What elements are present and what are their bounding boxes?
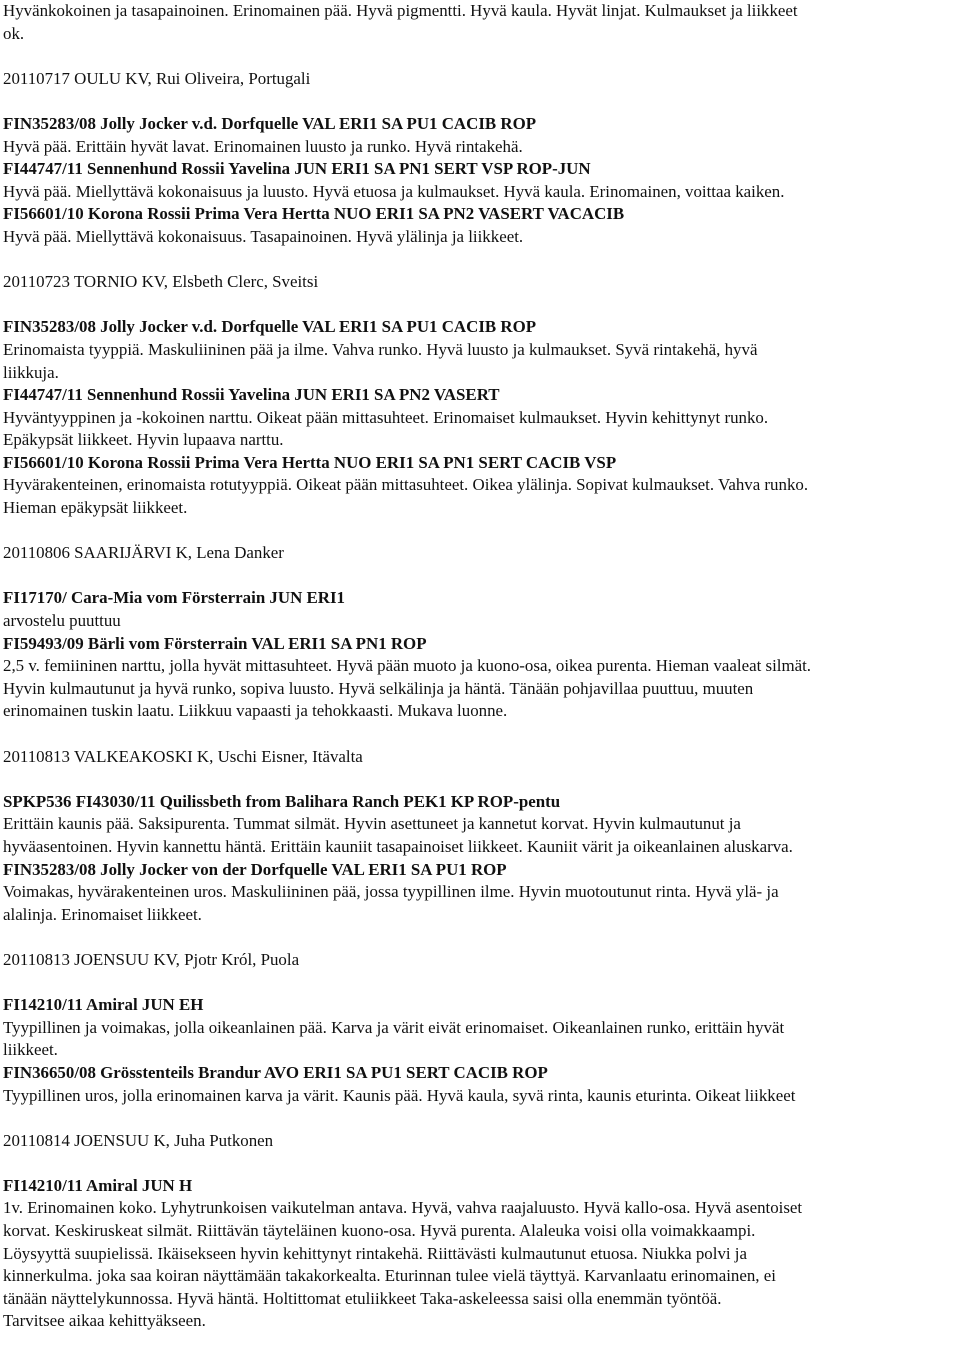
paragraph-gap: [3, 520, 953, 543]
show-section-joensuu-kv: [3, 949, 953, 1107]
dog-entry-title: FIN35283/08 Jolly Jocker von der Dorfquelle VAL ERI1 SA PU1 ROP: [3, 859, 507, 879]
critique-line: tänään näyttelykunnossa. Hyvä häntä. Holtittomat etuliikkeet Taka-askeleessa saisi olla enemmän työntöä.: [3, 1288, 722, 1308]
critique-line: liikkeet.: [3, 1040, 58, 1060]
critique-line: Löysyyttä suupielissä. Ikäisekseen hyvin kehittynyt rintakehä. Riittävästi kulmautunut etuosa. Niukka polvi ja: [3, 1243, 747, 1263]
paragraph-gap: [3, 1152, 953, 1175]
paragraph-gap: [3, 249, 953, 272]
dog-entry-title: FIN35283/08 Jolly Jocker v.d. Dorfquelle VAL ERI1 SA PU1 CACIB ROP: [3, 317, 537, 337]
dog-entry-title: FI44747/11 Sennenhund Rossii Yavelina JUN ERI1 SA PN1 SERT VSP ROP-JUN: [3, 159, 591, 179]
paragraph-gap: [3, 90, 953, 113]
critique-line: kinnerkulma. joka saa koiran näyttämään takakorkealta. Eturinnan tulee vielä täyttyä. Karvanlaatu erinomainen, ei: [3, 1266, 776, 1286]
critique-line: alalinja. Erinomaiset liikkeet.: [3, 904, 202, 924]
critique-line: erinomainen tuskin laatu. Liikkuu vapaasti ja tehokkaasti. Mukava luonne.: [3, 701, 508, 721]
paragraph-gap: [3, 972, 953, 995]
critique-line: hyväasentoinen. Hyvin kannettu häntä. Erittäin kauniit tasapainoiset liikkeet. Kauniit värit ja oikeanlainen aluskarva.: [3, 836, 793, 856]
show-section-saarijarvi: [3, 542, 953, 723]
critique-line: Hyvä pää. Miellyttävä kokonaisuus. Tasapainoinen. Hyvä ylälinja ja liikkeet.: [3, 226, 524, 246]
paragraph-gap: [3, 565, 953, 588]
show-header: 20110813 VALKEAKOSKI K, Uschi Eisner, Itävalta: [3, 746, 363, 766]
intro-text: [3, 0, 953, 45]
paragraph-gap: [3, 1107, 953, 1130]
critique-line: 1v. Erinomainen koko. Lyhytrunkoisen vaikutelman antava. Hyvä, vahva raajaluusto. Hyvä kallo-osa. Hyvä asentoiset: [3, 1198, 803, 1218]
show-header: 20110813 JOENSUU KV, Pjotr Król, Puola: [3, 949, 300, 969]
paragraph-gap: [3, 768, 953, 791]
critique-line: Hyvä pää. Miellyttävä kokonaisuus ja luusto. Hyvä etuosa ja kulmaukset. Hyvä kaula. Erinomainen, voittaa kaiken.: [3, 181, 785, 201]
critique-line: Voimakas, hyvärakenteinen uros. Maskuliininen pää, jossa tyypillinen ilme. Hyvin muotoutunut rinta. Hyvä ylä- ja: [3, 882, 779, 902]
critique-line: Hyvä pää. Erittäin hyvät lavat. Erinomainen luusto ja runko. Hyvä rintakehä.: [3, 136, 523, 156]
critique-line: Tyypillinen ja voimakas, jolla oikeanlainen pää. Karva ja värit eivät erinomaiset. Oikeanlainen runko, erittäin hyvät: [3, 1017, 785, 1037]
show-header: 20110806 SAARIJÄRVI K, Lena Danker: [3, 543, 284, 563]
dog-entry-title: FI56601/10 Korona Rossii Prima Vera Hertta NUO ERI1 SA PN2 VASERT VACACIB: [3, 204, 625, 224]
dog-entry-title: FIN35283/08 Jolly Jocker v.d. Dorfquelle VAL ERI1 SA PU1 CACIB ROP: [3, 113, 537, 133]
critique-line: Hyvin kulmautunut ja hyvä runko, sopiva luusto. Hyvä selkälinja ja häntä. Tänään pohjavillaa puuttuu, muuten: [3, 678, 754, 698]
intro-line: ok.: [3, 23, 25, 43]
dog-entry-title: SPKP536 FI43030/11 Quilissbeth from Balihara Ranch PEK1 KP ROP-pentu: [3, 791, 561, 811]
show-section-oulu: [3, 68, 953, 249]
show-header: 20110723 TORNIO KV, Elsbeth Clerc, Sveitsi: [3, 272, 319, 292]
critique-line: Erittäin kaunis pää. Saksipurenta. Tummat silmät. Hyvin asettuneet ja kannetut korvat. Hyvin kulmautunut ja: [3, 814, 741, 834]
paragraph-gap: [3, 723, 953, 746]
paragraph-gap: [3, 45, 953, 68]
critique-line: korvat. Keskiruskeat silmät. Riittävän täyteläinen kuono-osa. Hyvä purenta. Alaleuka voisi olla voimakkaampi.: [3, 1221, 756, 1241]
show-section-joensuu-k: [3, 1130, 953, 1333]
critique-line: Hieman epäkypsät liikkeet.: [3, 498, 188, 518]
dog-entry-title: FI59493/09 Bärli vom Försterrain VAL ERI1 SA PN1 ROP: [3, 633, 427, 653]
show-section-valkeakoski: [3, 746, 953, 927]
dog-entry-title: FI14210/11 Amiral JUN H: [3, 1175, 193, 1195]
critique-line: Erinomaista tyyppiä. Maskuliininen pää ja ilme. Vahva runko. Hyvä luusto ja kulmaukset. Syvä rintakehä, hyvä: [3, 339, 758, 359]
critique-line: arvostelu puuttuu: [3, 611, 121, 631]
show-header: 20110717 OULU KV, Rui Oliveira, Portugali: [3, 68, 311, 88]
paragraph-gap: [3, 294, 953, 317]
critique-line: Tarvitsee aikaa kehittyäkseen.: [3, 1311, 206, 1331]
dog-entry-title: FI44747/11 Sennenhund Rossii Yavelina JUN ERI1 SA PN2 VASERT: [3, 385, 500, 405]
critique-line: Hyväntyyppinen ja -kokoinen narttu. Oikeat pään mittasuhteet. Erinomaiset kulmaukset. Hyvin kehittynyt runko.: [3, 407, 769, 427]
paragraph-gap: [3, 926, 953, 949]
show-section-tornio: [3, 271, 953, 520]
document-page: [3, 0, 953, 1333]
critique-line: 2,5 v. femiininen narttu, jolla hyvät mittasuhteet. Hyvä pään muoto ja kuono-osa, oikea purenta. Hieman vaaleat silmät.: [3, 656, 812, 676]
intro-line: Hyvänkokoinen ja tasapainoinen. Erinomainen pää. Hyvä pigmentti. Hyvä kaula. Hyvät linjat. Kulmaukset ja liikkeet: [3, 1, 798, 20]
dog-entry-title: FI14210/11 Amiral JUN EH: [3, 995, 204, 1015]
dog-entry-title: FI17170/ Cara-Mia vom Försterrain JUN ERI1: [3, 588, 345, 608]
critique-line: Epäkypsät liikkeet. Hyvin lupaava narttu.: [3, 430, 284, 450]
critique-line: Tyypillinen uros, jolla erinomainen karva ja värit. Kaunis pää. Hyvä kaula, syvä rinta, kaunis eturinta. Oikeat liikkeet: [3, 1085, 796, 1105]
dog-entry-title: FIN36650/08 Grösstenteils Brandur AVO ERI1 SA PU1 SERT CACIB ROP: [3, 1062, 548, 1082]
critique-line: Hyvärakenteinen, erinomaista rotutyyppiä. Oikeat pään mittasuhteet. Oikea ylälinja. Sopivat kulmaukset. Vahva runko.: [3, 475, 809, 495]
dog-entry-title: FI56601/10 Korona Rossii Prima Vera Hertta NUO ERI1 SA PN1 SERT CACIB VSP: [3, 452, 617, 472]
show-header: 20110814 JOENSUU K, Juha Putkonen: [3, 1130, 274, 1150]
critique-line: liikkuja.: [3, 362, 59, 382]
